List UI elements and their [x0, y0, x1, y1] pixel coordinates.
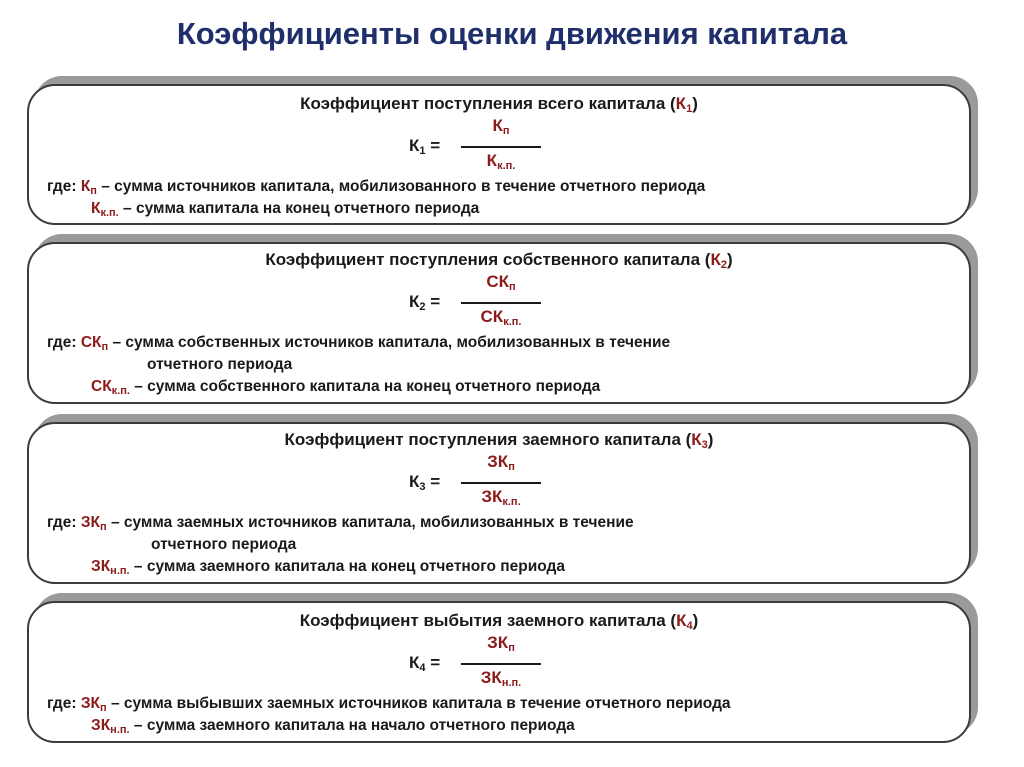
- formula-denominator: $СК_{к.п.}$: [480, 307, 522, 328]
- fraction-bar: [461, 302, 541, 304]
- card-header: Коэффициент выбытия заемного капитала $(К_4)$: [299, 611, 699, 632]
- formula: [409, 272, 559, 332]
- definition-line: где: $ЗК_п$ – сумма заемных источников капитала, мобилизованных в течение: [47, 514, 634, 533]
- formula: [409, 633, 559, 693]
- formula-numerator: $СК_п$: [486, 272, 516, 293]
- formula-lhs: $К_2$ =: [409, 292, 441, 313]
- card-header: Коэффициент поступления всего капитала $(К_1)$: [300, 94, 698, 115]
- coefficient-card-k1: [27, 84, 971, 225]
- formula-denominator: $К_{к.п.}$: [486, 151, 516, 172]
- formula: [409, 452, 559, 512]
- formula-lhs: $К_4$ =: [409, 653, 441, 674]
- card-header: Коэффициент поступления собственного капитала $(К_2)$: [265, 250, 733, 271]
- formula-numerator: $К_п$: [492, 116, 510, 137]
- definition-line: где: $ЗК_п$ – сумма выбывших заемных источников капитала в течение отчетного периода: [47, 695, 731, 714]
- coefficient-card-k2: [27, 242, 971, 404]
- definitions: [47, 332, 670, 398]
- fraction-bar: [461, 146, 541, 148]
- definition-line: где: $СК_п$ – сумма собственных источников капитала, мобилизованных в течение: [47, 334, 671, 353]
- fraction-bar: [461, 663, 541, 665]
- formula-numerator: $ЗК_п$: [487, 452, 515, 473]
- definition-line: где: $К_п$ – сумма источников капитала, мобилизованного в течение отчетного периода: [47, 178, 706, 197]
- definition-line: $СК_{к.п.}$ – сумма собственного капитала на конец отчетного периода: [91, 378, 601, 397]
- fraction-bar: [461, 482, 541, 484]
- card-header: Коэффициент поступления заемного капитала $(К_3)$: [284, 430, 714, 451]
- formula-denominator: $ЗК_{н.п.}$: [480, 668, 522, 689]
- definition-line: отчетного периода: [147, 356, 293, 373]
- formula: [409, 116, 549, 176]
- formula-lhs: $К_1$ =: [409, 136, 441, 157]
- definition-line: $К_{к.п.}$ – сумма капитала на конец отчетного периода: [91, 200, 480, 219]
- definition-line: $ЗК_{н.п.}$ – сумма заемного капитала на начало отчетного периода: [91, 717, 575, 736]
- definition-line: отчетного периода: [151, 536, 297, 553]
- coefficient-card-k3: [27, 422, 971, 584]
- definitions: [47, 176, 705, 220]
- formula-lhs: $К_3$ =: [409, 472, 441, 493]
- definition-line: $ЗК_{н.п.}$ – сумма заемного капитала на конец отчетного периода: [91, 558, 565, 577]
- page-title: Коэффициенты оценки движения капитала: [176, 16, 848, 51]
- formula-denominator: $ЗК_{к.п.}$: [481, 487, 521, 508]
- definitions: [47, 512, 634, 578]
- definitions: [47, 693, 731, 737]
- coefficient-card-k4: [27, 601, 971, 743]
- formula-numerator: $ЗК_п$: [487, 633, 515, 654]
